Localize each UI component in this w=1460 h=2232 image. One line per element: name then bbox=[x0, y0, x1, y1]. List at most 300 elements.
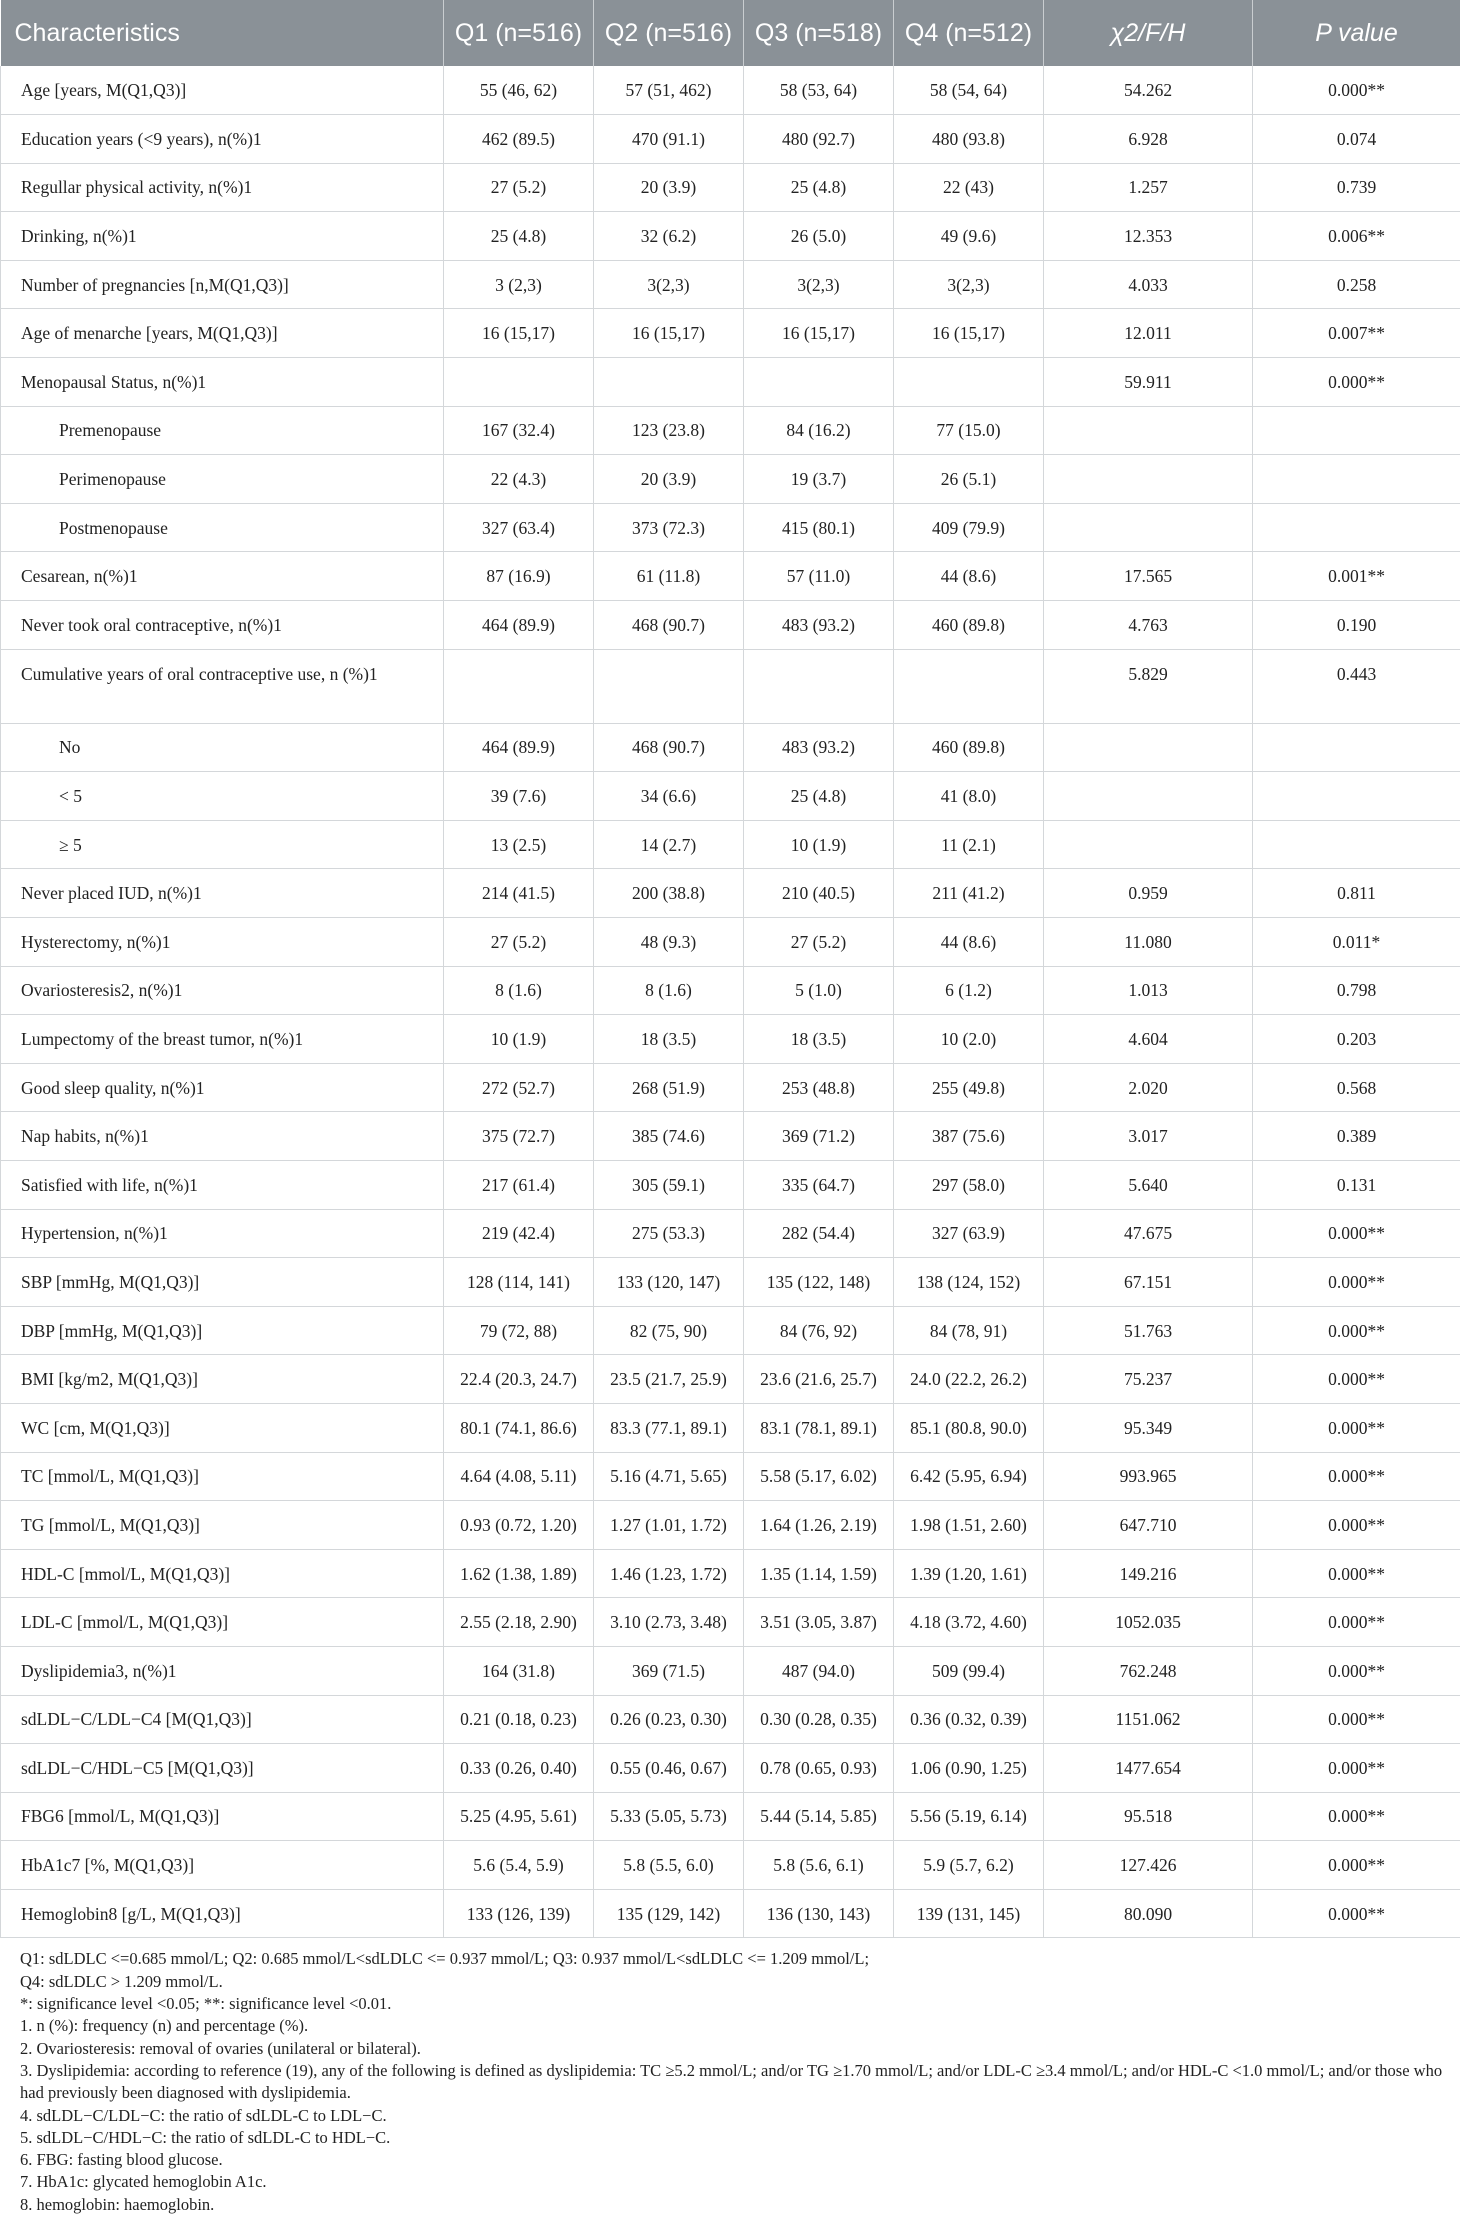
row-label: Premenopause bbox=[1, 406, 444, 455]
cell-q3: 282 (54.4) bbox=[744, 1209, 894, 1258]
cell-q2: 5.16 (4.71, 5.65) bbox=[594, 1452, 744, 1501]
cell-q4 bbox=[894, 358, 1044, 407]
cell-q3: 3(2,3) bbox=[744, 260, 894, 309]
cell-p: 0.000** bbox=[1253, 1841, 1460, 1890]
cell-q4: 480 (93.8) bbox=[894, 115, 1044, 164]
cell-q3: 0.30 (0.28, 0.35) bbox=[744, 1695, 894, 1744]
table-row bbox=[1, 455, 1460, 504]
cell-q1 bbox=[444, 358, 594, 407]
cell-stat bbox=[1044, 455, 1253, 504]
cell-q3: 483 (93.2) bbox=[744, 723, 894, 772]
cell-q1: 87 (16.9) bbox=[444, 552, 594, 601]
cell-q3: 1.64 (1.26, 2.19) bbox=[744, 1501, 894, 1550]
cell-q3: 487 (94.0) bbox=[744, 1646, 894, 1695]
cell-p: 0.000** bbox=[1253, 358, 1460, 407]
cell-q3: 23.6 (21.6, 25.7) bbox=[744, 1355, 894, 1404]
table-row bbox=[1, 1501, 1460, 1550]
cell-stat: 6.928 bbox=[1044, 115, 1253, 164]
cell-stat: 2.020 bbox=[1044, 1063, 1253, 1112]
row-label: DBP [mmHg, M(Q1,Q3)] bbox=[1, 1306, 444, 1355]
cell-q4: 24.0 (22.2, 26.2) bbox=[894, 1355, 1044, 1404]
cell-stat: 3.017 bbox=[1044, 1112, 1253, 1161]
cell-stat bbox=[1044, 723, 1253, 772]
cell-q2: 32 (6.2) bbox=[594, 212, 744, 261]
row-label: Nap habits, n(%)1 bbox=[1, 1112, 444, 1161]
cell-q4: 211 (41.2) bbox=[894, 869, 1044, 918]
cell-p: 0.000** bbox=[1253, 1501, 1460, 1550]
cell-q3: 10 (1.9) bbox=[744, 820, 894, 869]
cell-q2: 369 (71.5) bbox=[594, 1646, 744, 1695]
cell-stat: 149.216 bbox=[1044, 1549, 1253, 1598]
row-label: Never took oral contraceptive, n(%)1 bbox=[1, 601, 444, 650]
cell-stat: 51.763 bbox=[1044, 1306, 1253, 1355]
cell-p bbox=[1253, 723, 1460, 772]
cell-q2: 305 (59.1) bbox=[594, 1160, 744, 1209]
cell-q2: 3(2,3) bbox=[594, 260, 744, 309]
cell-q4: 58 (54, 64) bbox=[894, 66, 1044, 115]
cell-q3: 83.1 (78.1, 89.1) bbox=[744, 1403, 894, 1452]
row-label: < 5 bbox=[1, 772, 444, 821]
cell-q1: 10 (1.9) bbox=[444, 1015, 594, 1064]
table-row bbox=[1, 1015, 1460, 1064]
cell-stat: 0.959 bbox=[1044, 869, 1253, 918]
cell-q2: 1.27 (1.01, 1.72) bbox=[594, 1501, 744, 1550]
cell-p: 0.389 bbox=[1253, 1112, 1460, 1161]
header-statistic: χ2/F/H bbox=[1044, 0, 1253, 66]
header-q1: Q1 (n=516) bbox=[444, 0, 594, 66]
table-row bbox=[1, 1063, 1460, 1112]
cell-stat bbox=[1044, 820, 1253, 869]
cell-stat: 5.829 bbox=[1044, 649, 1253, 723]
cell-q3: 18 (3.5) bbox=[744, 1015, 894, 1064]
cell-q1: 5.6 (5.4, 5.9) bbox=[444, 1841, 594, 1890]
row-label: Hemoglobin8 [g/L, M(Q1,Q3)] bbox=[1, 1889, 444, 1938]
cell-q4: 3(2,3) bbox=[894, 260, 1044, 309]
cell-q2: 268 (51.9) bbox=[594, 1063, 744, 1112]
cell-q4: 16 (15,17) bbox=[894, 309, 1044, 358]
footnote: 8. hemoglobin: haemoglobin. bbox=[20, 2194, 215, 2214]
table-row bbox=[1, 1744, 1460, 1793]
cell-q1: 464 (89.9) bbox=[444, 723, 594, 772]
cell-q1: 375 (72.7) bbox=[444, 1112, 594, 1161]
cell-p bbox=[1253, 503, 1460, 552]
table-row bbox=[1, 1549, 1460, 1598]
cell-q1: 25 (4.8) bbox=[444, 212, 594, 261]
cell-q2: 200 (38.8) bbox=[594, 869, 744, 918]
cell-q4: 41 (8.0) bbox=[894, 772, 1044, 821]
cell-q3: 135 (122, 148) bbox=[744, 1258, 894, 1307]
row-label: Cumulative years of oral contraceptive use, n (%)1 bbox=[1, 649, 444, 723]
table-row bbox=[1, 820, 1460, 869]
cell-p: 0.000** bbox=[1253, 1209, 1460, 1258]
cell-q1: 3 (2,3) bbox=[444, 260, 594, 309]
cell-q2: 468 (90.7) bbox=[594, 601, 744, 650]
cell-q2 bbox=[594, 649, 744, 723]
cell-stat: 1.257 bbox=[1044, 163, 1253, 212]
row-label: Age [years, M(Q1,Q3)] bbox=[1, 66, 444, 115]
footnote: 2. Ovariosteresis: removal of ovaries (unilateral or bilateral). bbox=[20, 2038, 421, 2058]
cell-p: 0.568 bbox=[1253, 1063, 1460, 1112]
cell-q2: 14 (2.7) bbox=[594, 820, 744, 869]
row-label: Regullar physical activity, n(%)1 bbox=[1, 163, 444, 212]
table-row bbox=[1, 1598, 1460, 1647]
cell-q4: 0.36 (0.32, 0.39) bbox=[894, 1695, 1044, 1744]
row-label: sdLDL−C/HDL−C5 [M(Q1,Q3)] bbox=[1, 1744, 444, 1793]
cell-q3: 16 (15,17) bbox=[744, 309, 894, 358]
cell-stat: 1.013 bbox=[1044, 966, 1253, 1015]
table-row bbox=[1, 918, 1460, 967]
cell-q3: 5.8 (5.6, 6.1) bbox=[744, 1841, 894, 1890]
cell-q4: 387 (75.6) bbox=[894, 1112, 1044, 1161]
cell-q1: 27 (5.2) bbox=[444, 918, 594, 967]
cell-q1: 16 (15,17) bbox=[444, 309, 594, 358]
table-row bbox=[1, 212, 1460, 261]
table-row bbox=[1, 649, 1460, 723]
cell-q3: 57 (11.0) bbox=[744, 552, 894, 601]
table-row bbox=[1, 1452, 1460, 1501]
cell-q1: 5.25 (4.95, 5.61) bbox=[444, 1792, 594, 1841]
cell-stat: 12.011 bbox=[1044, 309, 1253, 358]
table-row bbox=[1, 723, 1460, 772]
table-row bbox=[1, 309, 1460, 358]
cell-p: 0.000** bbox=[1253, 66, 1460, 115]
cell-q1: 164 (31.8) bbox=[444, 1646, 594, 1695]
cell-q3: 369 (71.2) bbox=[744, 1112, 894, 1161]
cell-stat: 95.518 bbox=[1044, 1792, 1253, 1841]
cell-q1: 462 (89.5) bbox=[444, 115, 594, 164]
header-characteristics: Characteristics bbox=[1, 0, 444, 66]
cell-q2: 5.8 (5.5, 6.0) bbox=[594, 1841, 744, 1890]
row-label: Ovariosteresis2, n(%)1 bbox=[1, 966, 444, 1015]
cell-q4: 44 (8.6) bbox=[894, 918, 1044, 967]
cell-p: 0.001** bbox=[1253, 552, 1460, 601]
cell-q4: 255 (49.8) bbox=[894, 1063, 1044, 1112]
cell-stat: 54.262 bbox=[1044, 66, 1253, 115]
table-row bbox=[1, 1160, 1460, 1209]
cell-q4: 297 (58.0) bbox=[894, 1160, 1044, 1209]
cell-p: 0.074 bbox=[1253, 115, 1460, 164]
table-row bbox=[1, 966, 1460, 1015]
cell-stat: 647.710 bbox=[1044, 1501, 1253, 1550]
cell-q1: 13 (2.5) bbox=[444, 820, 594, 869]
cell-q4: 509 (99.4) bbox=[894, 1646, 1044, 1695]
footnote: 5. sdLDL−C/HDL−C: the ratio of sdLDL-C to HDL−C. bbox=[20, 2127, 391, 2147]
table-row bbox=[1, 115, 1460, 164]
cell-stat: 12.353 bbox=[1044, 212, 1253, 261]
cell-p: 0.811 bbox=[1253, 869, 1460, 918]
cell-q3: 0.78 (0.65, 0.93) bbox=[744, 1744, 894, 1793]
row-label: Never placed IUD, n(%)1 bbox=[1, 869, 444, 918]
cell-p: 0.000** bbox=[1253, 1306, 1460, 1355]
footnote: *: significance level <0.05; **: significance level <0.01. bbox=[20, 1994, 392, 2014]
cell-stat: 993.965 bbox=[1044, 1452, 1253, 1501]
cell-q4: 4.18 (3.72, 4.60) bbox=[894, 1598, 1044, 1647]
footnote: 4. sdLDL−C/LDL−C: the ratio of sdLDL-C to LDL−C. bbox=[20, 2105, 387, 2125]
cell-q4: 327 (63.9) bbox=[894, 1209, 1044, 1258]
cell-q1: 55 (46, 62) bbox=[444, 66, 594, 115]
cell-q4: 6.42 (5.95, 6.94) bbox=[894, 1452, 1044, 1501]
cell-q4: 139 (131, 145) bbox=[894, 1889, 1044, 1938]
cell-q2: 34 (6.6) bbox=[594, 772, 744, 821]
cell-q2: 8 (1.6) bbox=[594, 966, 744, 1015]
table-row bbox=[1, 1889, 1460, 1938]
row-label: Perimenopause bbox=[1, 455, 444, 504]
cell-q1: 39 (7.6) bbox=[444, 772, 594, 821]
row-label: FBG6 [mmol/L, M(Q1,Q3)] bbox=[1, 1792, 444, 1841]
cell-q4: 1.06 (0.90, 1.25) bbox=[894, 1744, 1044, 1793]
row-label: Drinking, n(%)1 bbox=[1, 212, 444, 261]
cell-stat: 762.248 bbox=[1044, 1646, 1253, 1695]
table-row bbox=[1, 1258, 1460, 1307]
cell-p: 0.798 bbox=[1253, 966, 1460, 1015]
cell-q1: 79 (72, 88) bbox=[444, 1306, 594, 1355]
cell-q4: 460 (89.8) bbox=[894, 723, 1044, 772]
cell-p: 0.739 bbox=[1253, 163, 1460, 212]
cell-stat: 67.151 bbox=[1044, 1258, 1253, 1307]
cell-q4 bbox=[894, 649, 1044, 723]
cell-stat: 75.237 bbox=[1044, 1355, 1253, 1404]
cell-stat: 1151.062 bbox=[1044, 1695, 1253, 1744]
cell-stat: 1477.654 bbox=[1044, 1744, 1253, 1793]
cell-q2: 83.3 (77.1, 89.1) bbox=[594, 1403, 744, 1452]
cell-q2: 5.33 (5.05, 5.73) bbox=[594, 1792, 744, 1841]
row-label: Good sleep quality, n(%)1 bbox=[1, 1063, 444, 1112]
table-footnotes bbox=[0, 1938, 1460, 2216]
table-row bbox=[1, 1646, 1460, 1695]
footnote: 3. Dyslipidemia: according to reference (19), any of the following is defined as dyslipidemia: TC ≥5.2 mmol/L; and/or TG ≥1.70 mmol/L; and/or LDL-C ≥3.4 mmol/L; and/or HDL-C <1.0 mmol/L; and/or those who had previously been diagnosed with dyslipidemia. bbox=[20, 2060, 1447, 2103]
header-row bbox=[1, 0, 1460, 66]
row-label: Lumpectomy of the breast tumor, n(%)1 bbox=[1, 1015, 444, 1064]
cell-q2: 385 (74.6) bbox=[594, 1112, 744, 1161]
row-label: Hysterectomy, n(%)1 bbox=[1, 918, 444, 967]
cell-p: 0.443 bbox=[1253, 649, 1460, 723]
cell-q3: 136 (130, 143) bbox=[744, 1889, 894, 1938]
cell-q1: 0.33 (0.26, 0.40) bbox=[444, 1744, 594, 1793]
row-label: SBP [mmHg, M(Q1,Q3)] bbox=[1, 1258, 444, 1307]
row-label: sdLDL−C/LDL−C4 [M(Q1,Q3)] bbox=[1, 1695, 444, 1744]
cell-q1: 0.21 (0.18, 0.23) bbox=[444, 1695, 594, 1744]
cell-p: 0.000** bbox=[1253, 1549, 1460, 1598]
cell-q1: 167 (32.4) bbox=[444, 406, 594, 455]
cell-q1: 133 (126, 139) bbox=[444, 1889, 594, 1938]
row-label: Postmenopause bbox=[1, 503, 444, 552]
cell-q3: 58 (53, 64) bbox=[744, 66, 894, 115]
cell-q4: 5.56 (5.19, 6.14) bbox=[894, 1792, 1044, 1841]
cell-p bbox=[1253, 820, 1460, 869]
cell-q2: 20 (3.9) bbox=[594, 163, 744, 212]
cell-p: 0.131 bbox=[1253, 1160, 1460, 1209]
cell-stat bbox=[1044, 406, 1253, 455]
cell-q1: 80.1 (74.1, 86.6) bbox=[444, 1403, 594, 1452]
cell-q3: 27 (5.2) bbox=[744, 918, 894, 967]
row-label: ≥ 5 bbox=[1, 820, 444, 869]
row-label: Satisfied with life, n(%)1 bbox=[1, 1160, 444, 1209]
table-body bbox=[1, 66, 1460, 1938]
footnote: 6. FBG: fasting blood glucose. bbox=[20, 2150, 223, 2170]
cell-p: 0.007** bbox=[1253, 309, 1460, 358]
cell-stat: 4.763 bbox=[1044, 601, 1253, 650]
cell-q3 bbox=[744, 358, 894, 407]
cell-q1: 2.55 (2.18, 2.90) bbox=[444, 1598, 594, 1647]
cell-q3: 253 (48.8) bbox=[744, 1063, 894, 1112]
cell-q1: 214 (41.5) bbox=[444, 869, 594, 918]
cell-p: 0.011* bbox=[1253, 918, 1460, 967]
row-label: HDL-C [mmol/L, M(Q1,Q3)] bbox=[1, 1549, 444, 1598]
cell-q1: 464 (89.9) bbox=[444, 601, 594, 650]
cell-stat: 80.090 bbox=[1044, 1889, 1253, 1938]
table-row bbox=[1, 1695, 1460, 1744]
cell-q2: 16 (15,17) bbox=[594, 309, 744, 358]
cell-p: 0.000** bbox=[1253, 1452, 1460, 1501]
row-label: No bbox=[1, 723, 444, 772]
cell-p: 0.000** bbox=[1253, 1695, 1460, 1744]
cell-q3: 26 (5.0) bbox=[744, 212, 894, 261]
row-label: LDL-C [mmol/L, M(Q1,Q3)] bbox=[1, 1598, 444, 1647]
table-row bbox=[1, 1209, 1460, 1258]
cell-p bbox=[1253, 406, 1460, 455]
cell-p: 0.000** bbox=[1253, 1792, 1460, 1841]
cell-q3: 3.51 (3.05, 3.87) bbox=[744, 1598, 894, 1647]
cell-stat: 17.565 bbox=[1044, 552, 1253, 601]
row-label: Hypertension, n(%)1 bbox=[1, 1209, 444, 1258]
cell-q2: 82 (75, 90) bbox=[594, 1306, 744, 1355]
cell-q4: 26 (5.1) bbox=[894, 455, 1044, 504]
cell-q2: 275 (53.3) bbox=[594, 1209, 744, 1258]
cell-q3: 5.44 (5.14, 5.85) bbox=[744, 1792, 894, 1841]
cell-q2: 135 (129, 142) bbox=[594, 1889, 744, 1938]
cell-p: 0.000** bbox=[1253, 1598, 1460, 1647]
cell-q1: 0.93 (0.72, 1.20) bbox=[444, 1501, 594, 1550]
cell-q1: 27 (5.2) bbox=[444, 163, 594, 212]
cell-p: 0.000** bbox=[1253, 1646, 1460, 1695]
cell-q4: 10 (2.0) bbox=[894, 1015, 1044, 1064]
footnote: Q1: sdLDLC <=0.685 mmol/L; Q2: 0.685 mmol/L<sdLDLC <= 0.937 mmol/L; Q3: 0.937 mmol/L<sdLDLC <= 1.209 mmol/L; bbox=[20, 1949, 870, 1969]
cell-q2: 18 (3.5) bbox=[594, 1015, 744, 1064]
cell-p: 0.000** bbox=[1253, 1744, 1460, 1793]
cell-q1: 217 (61.4) bbox=[444, 1160, 594, 1209]
table-row bbox=[1, 1403, 1460, 1452]
cell-p: 0.000** bbox=[1253, 1258, 1460, 1307]
cell-q2: 123 (23.8) bbox=[594, 406, 744, 455]
cell-q4: 85.1 (80.8, 90.0) bbox=[894, 1403, 1044, 1452]
table-row bbox=[1, 163, 1460, 212]
cell-q4: 84 (78, 91) bbox=[894, 1306, 1044, 1355]
cell-p: 0.258 bbox=[1253, 260, 1460, 309]
cell-q1 bbox=[444, 649, 594, 723]
cell-stat: 47.675 bbox=[1044, 1209, 1253, 1258]
cell-q4: 11 (2.1) bbox=[894, 820, 1044, 869]
row-label: Menopausal Status, n(%)1 bbox=[1, 358, 444, 407]
table-row bbox=[1, 1792, 1460, 1841]
cell-q4: 77 (15.0) bbox=[894, 406, 1044, 455]
row-label: Age of menarche [years, M(Q1,Q3)] bbox=[1, 309, 444, 358]
cell-p: 0.190 bbox=[1253, 601, 1460, 650]
cell-q1: 4.64 (4.08, 5.11) bbox=[444, 1452, 594, 1501]
cell-q2: 373 (72.3) bbox=[594, 503, 744, 552]
cell-q3: 19 (3.7) bbox=[744, 455, 894, 504]
cell-q4: 5.9 (5.7, 6.2) bbox=[894, 1841, 1044, 1890]
table-row bbox=[1, 1841, 1460, 1890]
table-row bbox=[1, 869, 1460, 918]
row-label: Cesarean, n(%)1 bbox=[1, 552, 444, 601]
cell-q3: 1.35 (1.14, 1.59) bbox=[744, 1549, 894, 1598]
cell-stat: 95.349 bbox=[1044, 1403, 1253, 1452]
cell-q3: 84 (76, 92) bbox=[744, 1306, 894, 1355]
cell-q3: 480 (92.7) bbox=[744, 115, 894, 164]
cell-q3: 210 (40.5) bbox=[744, 869, 894, 918]
row-label: TG [mmol/L, M(Q1,Q3)] bbox=[1, 1501, 444, 1550]
table-row bbox=[1, 552, 1460, 601]
row-label: TC [mmol/L, M(Q1,Q3)] bbox=[1, 1452, 444, 1501]
cell-q4: 6 (1.2) bbox=[894, 966, 1044, 1015]
row-label: Number of pregnancies [n,M(Q1,Q3)] bbox=[1, 260, 444, 309]
footnote: Q4: sdLDLC > 1.209 mmol/L. bbox=[20, 1971, 223, 1991]
header-q4: Q4 (n=512) bbox=[894, 0, 1044, 66]
cell-stat: 59.911 bbox=[1044, 358, 1253, 407]
cell-stat bbox=[1044, 772, 1253, 821]
cell-q1: 8 (1.6) bbox=[444, 966, 594, 1015]
table-row bbox=[1, 772, 1460, 821]
cell-q4: 49 (9.6) bbox=[894, 212, 1044, 261]
cell-q2: 133 (120, 147) bbox=[594, 1258, 744, 1307]
table-row bbox=[1, 1306, 1460, 1355]
cell-q2: 23.5 (21.7, 25.9) bbox=[594, 1355, 744, 1404]
cell-q4: 460 (89.8) bbox=[894, 601, 1044, 650]
cell-q4: 22 (43) bbox=[894, 163, 1044, 212]
cell-stat: 127.426 bbox=[1044, 1841, 1253, 1890]
header-q2: Q2 (n=516) bbox=[594, 0, 744, 66]
row-label: WC [cm, M(Q1,Q3)] bbox=[1, 1403, 444, 1452]
table-row bbox=[1, 1355, 1460, 1404]
table-row bbox=[1, 601, 1460, 650]
footnote: 1. n (%): frequency (n) and percentage (%). bbox=[20, 2016, 309, 2036]
cell-q2: 3.10 (2.73, 3.48) bbox=[594, 1598, 744, 1647]
cell-p: 0.000** bbox=[1253, 1403, 1460, 1452]
cell-q2: 470 (91.1) bbox=[594, 115, 744, 164]
header-p-value: P value bbox=[1253, 0, 1460, 66]
table-row bbox=[1, 358, 1460, 407]
cell-q1: 327 (63.4) bbox=[444, 503, 594, 552]
row-label: Education years (<9 years), n(%)1 bbox=[1, 115, 444, 164]
cell-q2: 48 (9.3) bbox=[594, 918, 744, 967]
cell-q2 bbox=[594, 358, 744, 407]
cell-q2: 57 (51, 462) bbox=[594, 66, 744, 115]
cell-stat bbox=[1044, 503, 1253, 552]
table-row bbox=[1, 406, 1460, 455]
cell-q3 bbox=[744, 649, 894, 723]
cell-p bbox=[1253, 455, 1460, 504]
cell-stat: 1052.035 bbox=[1044, 1598, 1253, 1647]
cell-q4: 44 (8.6) bbox=[894, 552, 1044, 601]
cell-p: 0.000** bbox=[1253, 1889, 1460, 1938]
cell-stat: 11.080 bbox=[1044, 918, 1253, 967]
cell-q1: 22 (4.3) bbox=[444, 455, 594, 504]
table-row bbox=[1, 260, 1460, 309]
cell-p: 0.006** bbox=[1253, 212, 1460, 261]
row-label: Dyslipidemia3, n(%)1 bbox=[1, 1646, 444, 1695]
cell-q2: 20 (3.9) bbox=[594, 455, 744, 504]
row-label: BMI [kg/m2, M(Q1,Q3)] bbox=[1, 1355, 444, 1404]
table-row bbox=[1, 66, 1460, 115]
cell-q3: 5.58 (5.17, 6.02) bbox=[744, 1452, 894, 1501]
row-label: HbA1c7 [%, M(Q1,Q3)] bbox=[1, 1841, 444, 1890]
cell-stat: 4.033 bbox=[1044, 260, 1253, 309]
cell-q1: 22.4 (20.3, 24.7) bbox=[444, 1355, 594, 1404]
cell-stat: 5.640 bbox=[1044, 1160, 1253, 1209]
cell-q1: 1.62 (1.38, 1.89) bbox=[444, 1549, 594, 1598]
cell-q4: 409 (79.9) bbox=[894, 503, 1044, 552]
cell-q3: 25 (4.8) bbox=[744, 163, 894, 212]
